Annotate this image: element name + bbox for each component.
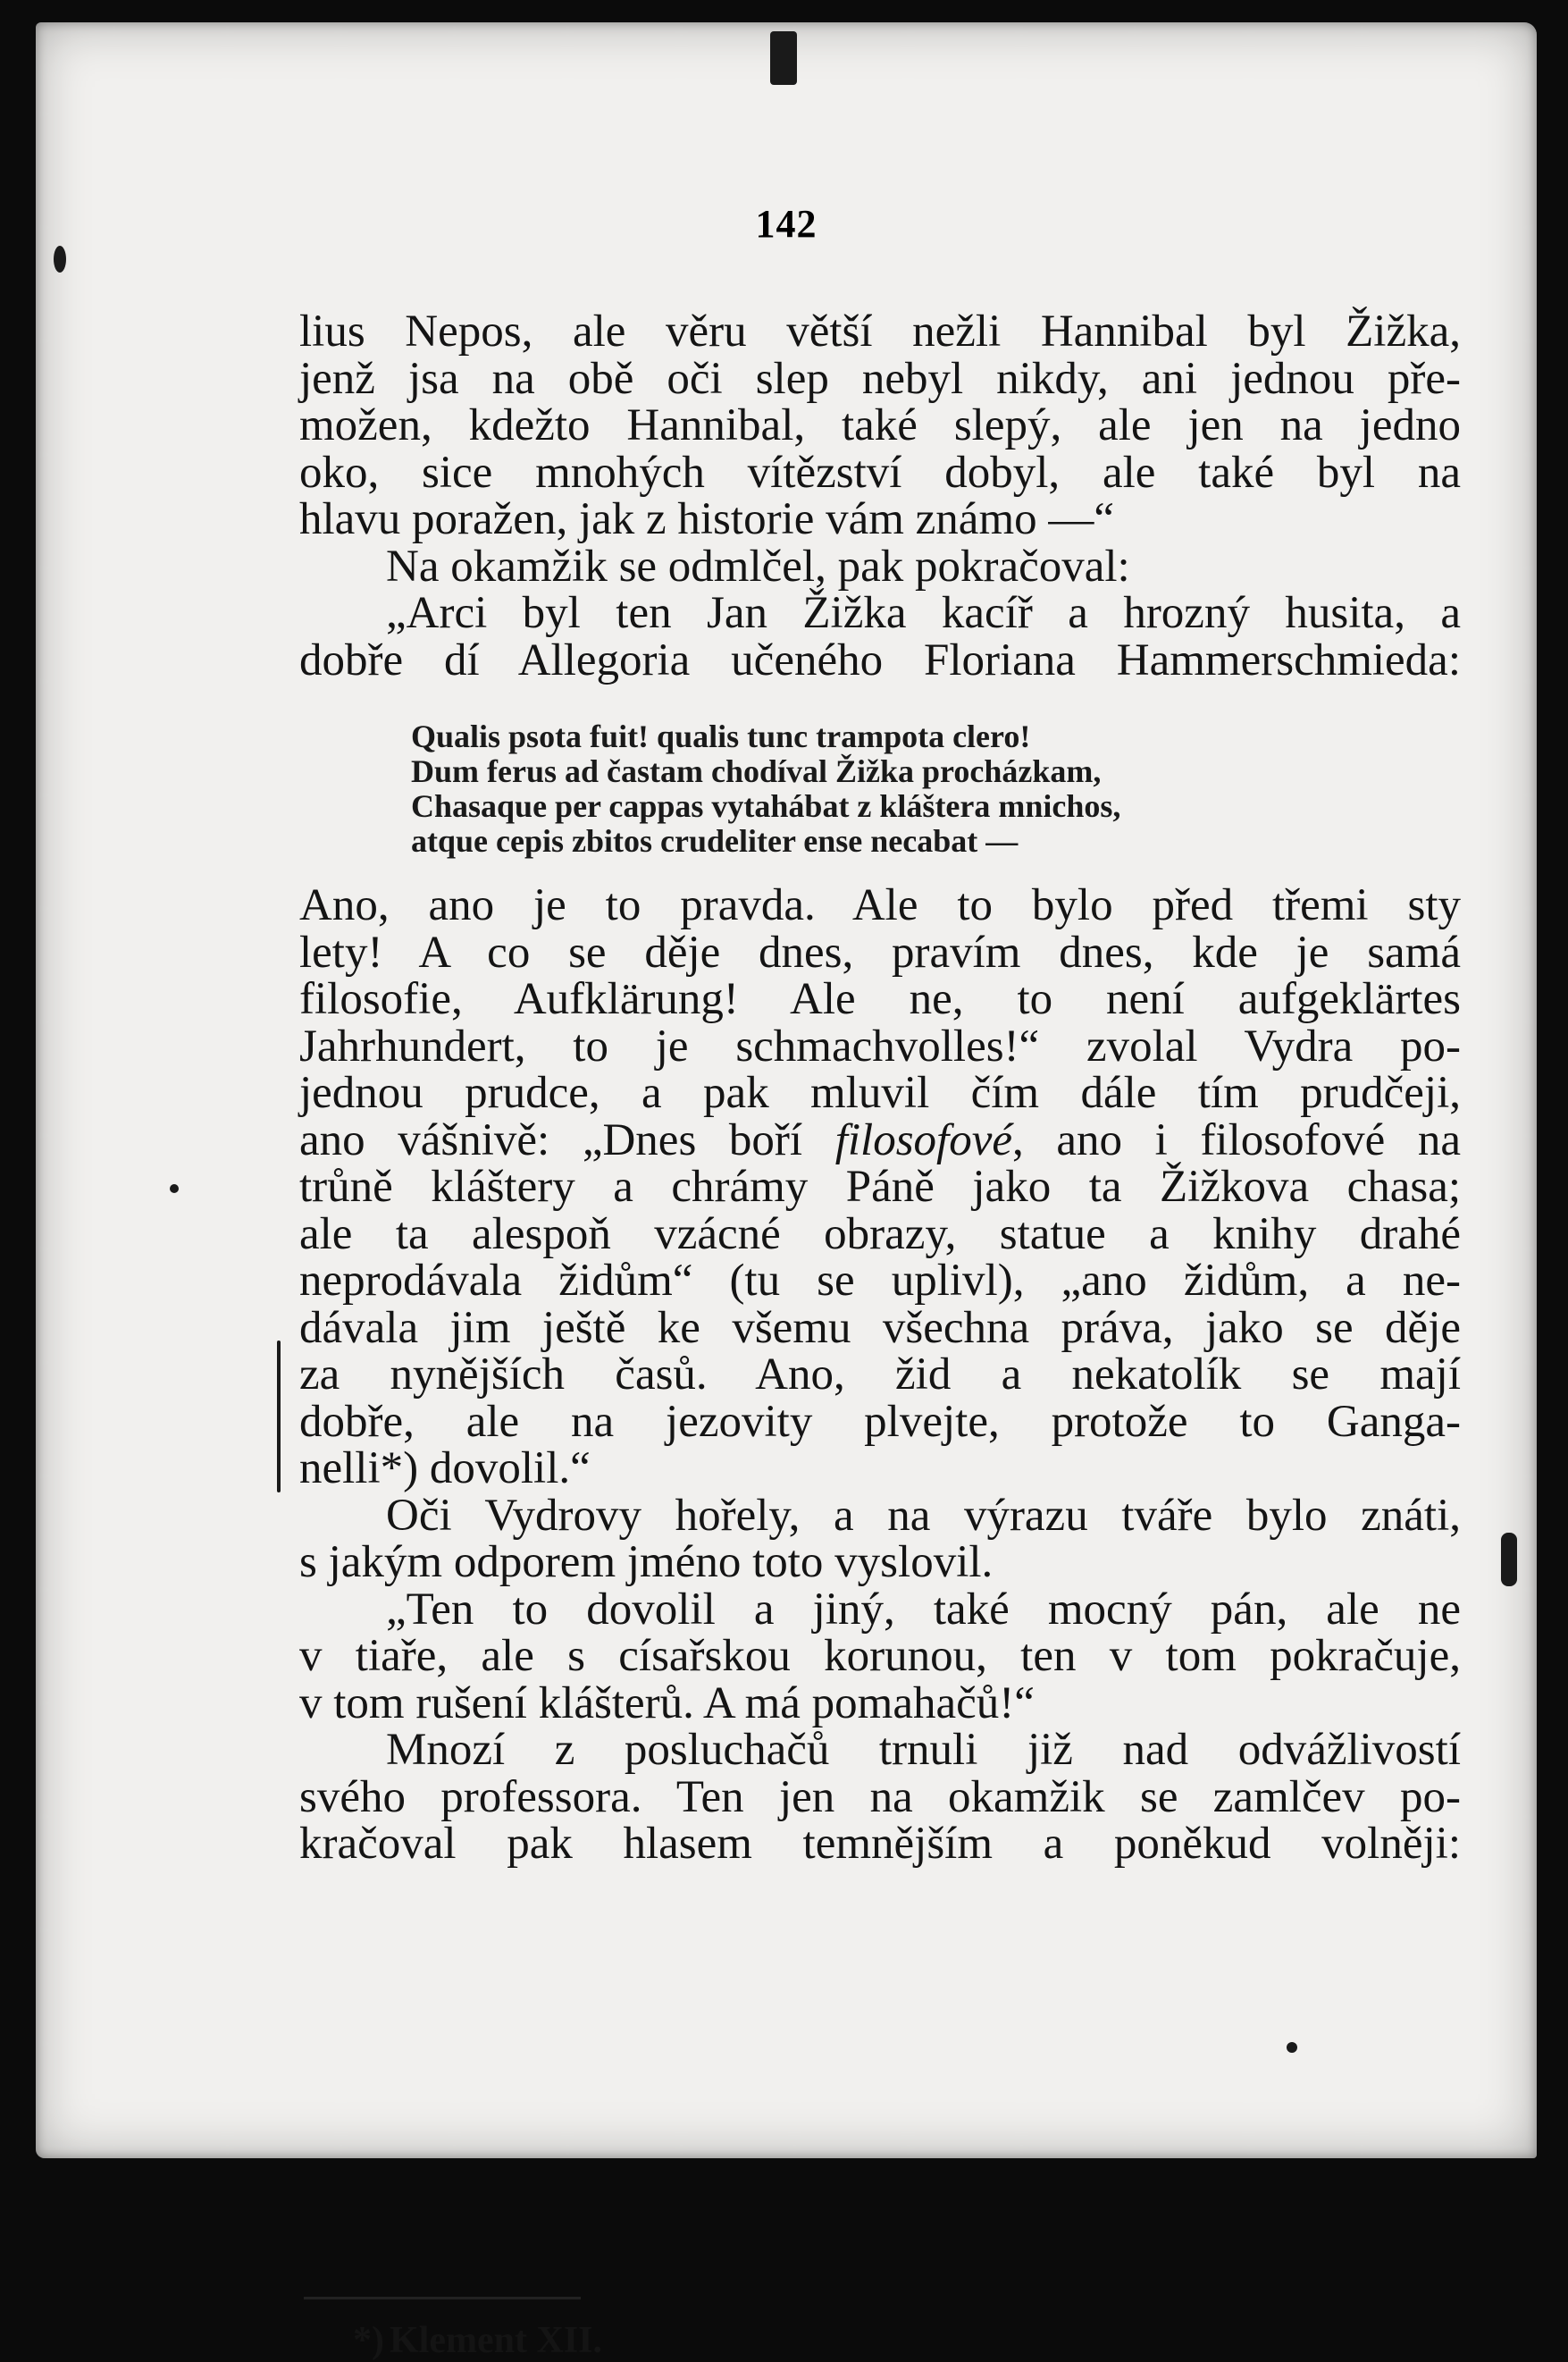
body-text <box>299 308 1461 684</box>
verse-quotation <box>411 719 1349 859</box>
text-line: oko, sice mnohých vítězství dobyl, ale také byl na <box>299 447 1461 498</box>
text-line: s jakým odporem jméno toto vyslovil. <box>299 1537 994 1587</box>
body-text-continued <box>299 882 1461 1868</box>
page-number: 142 <box>755 202 818 246</box>
scan-speck <box>170 1184 179 1193</box>
text-line: ale ta alespoň vzácné obrazy, statue a knihy drahé <box>299 1208 1461 1259</box>
italic-word: filosofové <box>834 1114 1013 1165</box>
footnote-text: Klement XII. <box>390 2320 602 2361</box>
text-line: v tiaře, ale s císařskou korunou, ten v tom pokračuje, <box>299 1631 1461 1681</box>
text-line: kračoval pak hlasem temnějším a poněkud volněji: <box>299 1819 1461 1869</box>
text-line: neprodávala židům“ (tu se uplivl), „ano židům, a ne- <box>299 1256 1461 1306</box>
verse-line: Chasaque per cappas vytahábat z kláštera mnichos, <box>411 788 1121 824</box>
verse-line: atque cepis zbitos crudeliter ense necabat — <box>411 823 1019 859</box>
text-line-with-italic <box>299 1114 1461 1165</box>
text-line: Oči Vydrovy hořely, a na výrazu tváře bylo znáti, <box>386 1490 1461 1541</box>
text-line: trůně kláštery a chrámy Páně jako ta Žižkova chasa; <box>299 1162 1461 1212</box>
text-run: ano vášnivě: „Dnes boří <box>299 1114 835 1165</box>
text-line: lety! A co se děje dnes, pravím dnes, kde je samá <box>299 927 1461 978</box>
text-line: v tom rušení klášterů. A má pomahačů!“ <box>299 1677 1035 1728</box>
text-line: hlavu poražen, jak z historie vám známo —“ <box>299 494 1114 544</box>
text-line: Jahrhundert, to je schmachvolles!“ zvolal Vydra po- <box>299 1021 1461 1072</box>
scan-speck <box>1501 1533 1517 1586</box>
text-line: nelli*) dovolil.“ <box>299 1443 591 1493</box>
footnote-mark: *) <box>353 2320 384 2361</box>
text-run: , ano i filosofové na <box>1012 1114 1461 1165</box>
text-line: jenž jsa na obě oči slep nebyl nikdy, ani jednou pře- <box>299 353 1461 404</box>
text-line: Mnozí z posluchačů trnuli již nad odvážlivostí <box>386 1725 1461 1775</box>
text-line: dobře dí Allegoria učeného Floriana Hammerschmieda: <box>299 635 1461 685</box>
text-line: za nynějších časů. Ano, žid a nekatolík se mají <box>299 1349 1461 1400</box>
text-line: filosofie, Aufklärung! Ale ne, to není aufgeklärtes <box>299 974 1461 1024</box>
scan-speck <box>1287 2042 1297 2053</box>
verse-line: Dum ferus ad častam chodíval Žižka procházkam, <box>411 753 1102 789</box>
text-line: „Arci byl ten Jan Žižka kacíř a hrozný husita, a <box>386 588 1461 638</box>
text-line: Ano, ano je to pravda. Ale to bylo před třemi sty <box>299 880 1461 930</box>
text-line: „Ten to dovolil a jiný, také mocný pán, ale ne <box>386 1584 1461 1635</box>
verse-line: Qualis psota fuit! qualis tunc trampota clero! <box>411 719 1031 754</box>
text-line: Na okamžik se odmlčel, pak pokračoval: <box>386 541 1130 592</box>
scan-speck <box>54 246 66 273</box>
scanned-page <box>36 22 1537 2361</box>
scan-speck <box>277 1341 281 1492</box>
text-line: svého professora. Ten jen na okamžik se zamlčev po- <box>299 1771 1461 1822</box>
text-line: lius Nepos, ale věru větší nežli Hannibal byl Žižka, <box>299 307 1461 357</box>
text-line: možen, kdežto Hannibal, také slepý, ale jen na jedno <box>299 400 1461 450</box>
text-line: jednou prudce, a pak mluvil čím dále tím prudčeji, <box>299 1068 1461 1118</box>
text-line: dávala jim ještě ke všemu všechna práva, jako se děje <box>299 1302 1461 1353</box>
scan-speck <box>770 31 797 85</box>
text-line: dobře, ale na jezovity plvejte, protože to Ganga- <box>299 1396 1461 1447</box>
footnote <box>353 2319 602 2362</box>
footnote-rule <box>304 2297 581 2299</box>
